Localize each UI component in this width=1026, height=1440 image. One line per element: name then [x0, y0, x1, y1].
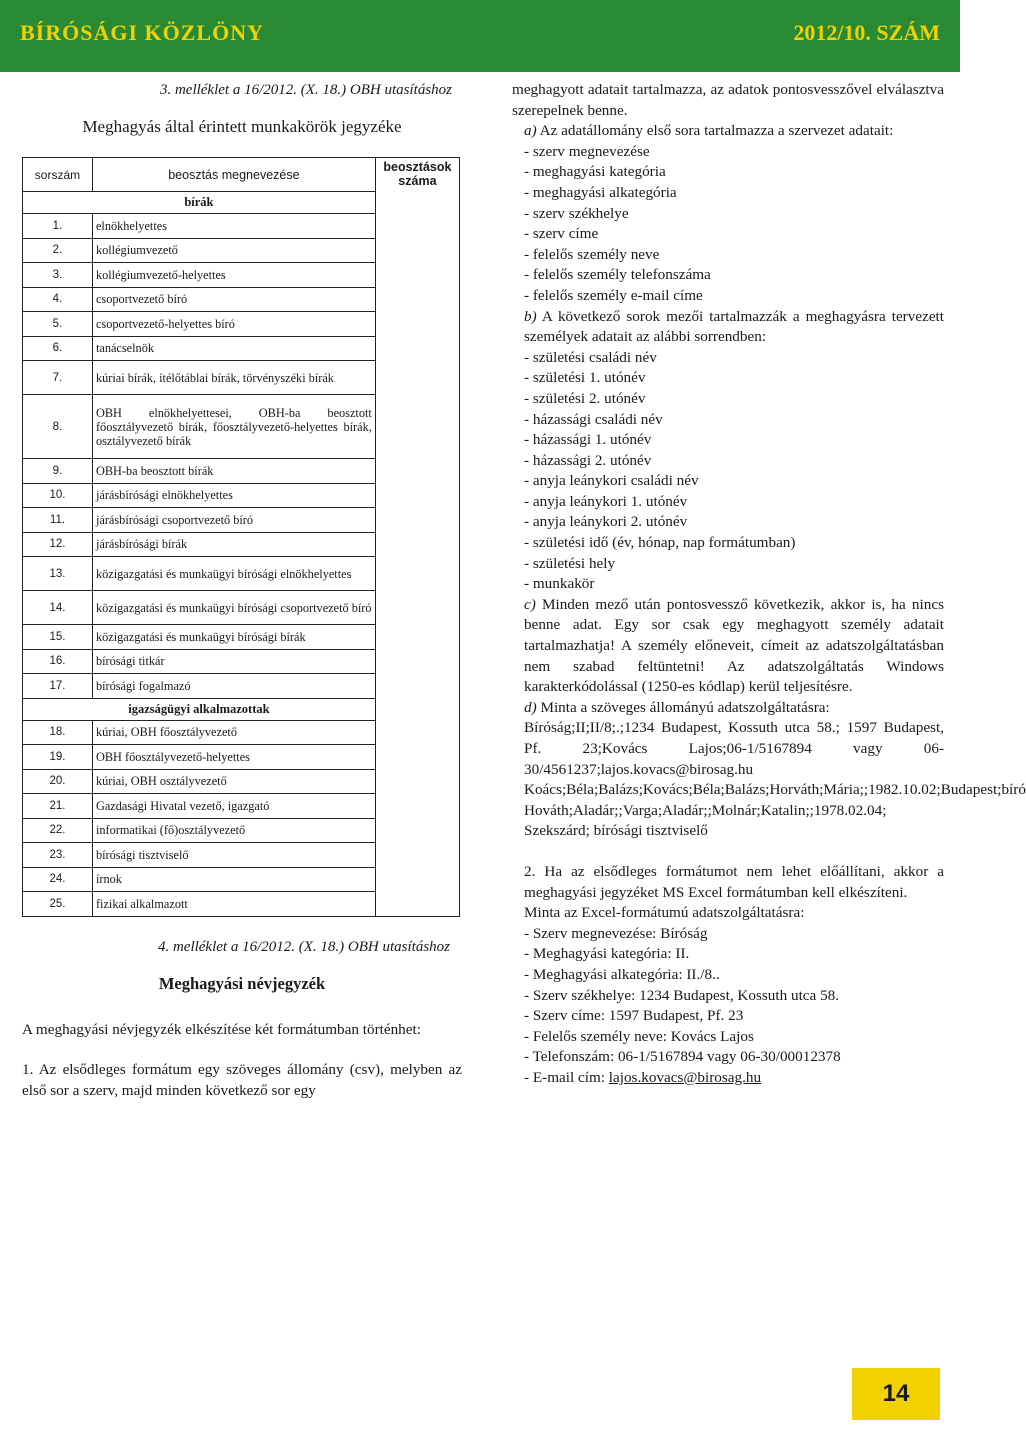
row-title: bírósági tisztviselő	[92, 843, 375, 868]
row-number: 15.	[23, 625, 93, 650]
row-title: fizikai alkalmazott	[92, 892, 375, 917]
row-number: 10.	[23, 483, 93, 508]
row-title: közigazgatási és munkaügyi bírósági bírák	[92, 625, 375, 650]
row-number: 18.	[23, 720, 93, 745]
format1-paragraph: 1. Az elsődleges formátum egy szöveges állomány (csv), melyben az első sor a szerv, majd minden következő sor egy	[22, 1061, 462, 1099]
item-c	[512, 595, 944, 698]
row-title: elnökhelyettes	[92, 214, 375, 239]
format2-paragraph: 2. Ha az elsődleges formátumot nem lehet előállítani, akkor a meghagyási jegyzéket MS Excel formátumban kell elkészíteni.	[524, 862, 944, 901]
row-title: kúriai, OBH osztályvezető	[92, 769, 375, 794]
row-title: Gazdasági Hivatal vezető, igazgató	[92, 794, 375, 819]
row-number: 1.	[23, 214, 93, 239]
right-column	[512, 80, 1026, 1089]
item-b-list	[512, 348, 944, 595]
item-d-label: d)	[524, 698, 537, 716]
excel-sample-list	[512, 924, 944, 1068]
list-item: - születési hely	[524, 554, 616, 572]
csv-example-2: Koács;Béla;Balázs;Kovács;Béla;Balázs;Horváth;Mária;;1982.10.02;Budapest;bíró	[524, 781, 1026, 799]
list-item: - házassági 1. utónév	[524, 431, 652, 449]
job-list-title: Meghagyás által érintett munkakörök jegyzéke	[82, 117, 402, 136]
item-b	[512, 307, 944, 348]
job-table	[22, 157, 460, 917]
list-item: - Szerv címe: 1597 Budapest, Pf. 23	[524, 1007, 744, 1025]
row-title: kollégiumvezető-helyettes	[92, 263, 375, 288]
list-item: - munkakör	[524, 575, 595, 593]
item-d	[512, 698, 944, 719]
row-title: csoportvezető bíró	[92, 287, 375, 312]
row-number: 24.	[23, 867, 93, 892]
row-number: 16.	[23, 649, 93, 674]
list-item: - születési családi név	[524, 348, 657, 366]
row-title: járásbírósági elnökhelyettes	[92, 483, 375, 508]
list-item: - Meghagyási kategória: II.	[524, 945, 690, 963]
list-item: - Szerv székhelye: 1234 Budapest, Kossuth utca 58.	[524, 986, 840, 1004]
page-header	[0, 0, 960, 72]
item-c-text: Minden mező után pontosvessző következik, akkor is, ha nincs benne adat. Egy sor csak egy meghagyott személy adatait tartalmazhatja! A személy előneveit, címeit az adatszolgáltatásban nem szabad feltüntetni! Az adatszolgáltatás Windows karakterkódolással (1250-es kódlap) kerül teljesítésre.	[524, 595, 944, 696]
col-count-header: beosztások száma	[375, 158, 459, 917]
list-item: - szerv megnevezése	[524, 142, 650, 160]
annex4-heading: 4. melléklet a 16/2012. (X. 18.) OBH utasításhoz	[157, 938, 450, 955]
row-number: 14.	[23, 591, 93, 625]
list-item: - születési idő (év, hónap, nap formátumban)	[524, 534, 796, 552]
list-item: - anyja leánykori családi név	[524, 472, 699, 490]
row-number: 17.	[23, 674, 93, 699]
csv-example-3: Hováth;Aladár;;Varga;Aladár;;Molnár;Katalin;;1978.02.04; Szekszárd; bírósági tisztviselő	[524, 801, 887, 840]
list-item: - Szerv megnevezése: Bíróság	[524, 924, 708, 942]
row-number: 7.	[23, 361, 93, 395]
list-item: - Telefonszám: 06-1/5167894 vagy 06-30/00012378	[524, 1048, 841, 1066]
row-number: 19.	[23, 745, 93, 770]
row-number: 4.	[23, 287, 93, 312]
list-item: - szerv székhelye	[524, 204, 629, 222]
row-title: OBH főosztályvezető-helyettes	[92, 745, 375, 770]
registry-heading: Meghagyási névjegyzék	[158, 973, 326, 993]
col-name-header: beosztás megnevezése	[92, 158, 375, 192]
list-item: - felelős személy e-mail címe	[524, 286, 703, 304]
list-item: - meghagyási alkategória	[524, 183, 677, 201]
intro-paragraph: A meghagyási névjegyzék elkészítése két formátumban történhet:	[22, 1020, 421, 1038]
row-number: 3.	[23, 263, 93, 288]
list-item: - felelős személy telefonszáma	[524, 266, 711, 284]
item-b-label: b)	[524, 307, 537, 325]
item-a	[512, 121, 944, 142]
journal-title: BÍRÓSÁGI KÖZLÖNY	[20, 20, 264, 45]
row-title: írnok	[92, 867, 375, 892]
row-number: 12.	[23, 532, 93, 557]
item-c-label: c)	[524, 595, 536, 613]
list-item: - Meghagyási alkategória: II./8..	[524, 965, 720, 983]
row-number: 25.	[23, 892, 93, 917]
row-title: tanácselnök	[92, 336, 375, 361]
email-line	[512, 1068, 944, 1089]
table-header-row	[23, 158, 460, 192]
item-b-text: A következő sorok mezői tartalmazzák a meghagyásra tervezett személyek adatait az alábbi sorrendben:	[524, 307, 944, 346]
item-a-label: a)	[524, 122, 537, 140]
list-item: - házassági családi név	[524, 410, 663, 428]
list-item: - anyja leánykori 2. utónév	[524, 513, 688, 531]
row-title: informatikai (fő)osztályvezető	[92, 818, 375, 843]
page-number: 14	[852, 1368, 940, 1420]
row-title: bírósági titkár	[92, 649, 375, 674]
row-number: 2.	[23, 238, 93, 263]
row-number: 13.	[23, 557, 93, 591]
row-number: 8.	[23, 395, 93, 459]
issue-number: 2012/10. SZÁM	[793, 20, 940, 45]
row-title: járásbírósági bírák	[92, 532, 375, 557]
excel-sample-intro: Minta az Excel-formátumú adatszolgáltatásra:	[524, 904, 805, 922]
row-title: közigazgatási és munkaügyi bírósági elnökhelyettes	[92, 557, 375, 591]
row-number: 21.	[23, 794, 93, 819]
left-column	[22, 80, 462, 1101]
row-title: kúriai bírák, ítélőtáblai bírák, törvényszéki bírák	[92, 361, 375, 395]
row-title: járásbírósági csoportvezető bíró	[92, 508, 375, 533]
list-item: - felelős személy neve	[524, 245, 660, 263]
row-title: csoportvezető-helyettes bíró	[92, 312, 375, 337]
item-a-list	[512, 142, 944, 307]
row-title: kúriai, OBH főosztályvezető	[92, 720, 375, 745]
row-number: 6.	[23, 336, 93, 361]
list-item: - szerv címe	[524, 225, 599, 243]
row-number: 20.	[23, 769, 93, 794]
item-d-text: Minta a szöveges állományú adatszolgáltatásra:	[536, 698, 830, 716]
row-title: OBH elnökhelyettesei, OBH-ba beosztott főosztályvezető bírák, főosztályvezető-helyettes bírák, osztályvezető bírák	[92, 395, 375, 459]
continuation-paragraph: meghagyott adatait tartalmazza, az adatok pontosvesszővel elválasztva szerepelnek benne.	[512, 81, 944, 119]
col-num-header: sorszám	[23, 158, 93, 192]
email-link[interactable]: lajos.kovacs@birosag.hu	[608, 1068, 762, 1086]
email-label: - E-mail cím:	[524, 1068, 609, 1086]
row-number: 23.	[23, 843, 93, 868]
row-number: 11.	[23, 508, 93, 533]
list-item: - Felelős személy neve: Kovács Lajos	[524, 1027, 754, 1045]
section-title: igazságügyi alkalmazottak	[23, 698, 376, 720]
row-title: közigazgatási és munkaügyi bírósági csoportvezető bíró	[92, 591, 375, 625]
row-number: 9.	[23, 459, 93, 484]
annex3-heading: 3. melléklet a 16/2012. (X. 18.) OBH utasításhoz	[159, 82, 452, 98]
row-number: 22.	[23, 818, 93, 843]
list-item: - házassági 2. utónév	[524, 451, 652, 469]
section-title: bírák	[23, 192, 376, 214]
row-title: kollégiumvezető	[92, 238, 375, 263]
item-a-text: Az adatállomány első sora tartalmazza a szervezet adatait:	[536, 122, 894, 140]
row-title: bírósági fogalmazó	[92, 674, 375, 699]
row-number: 5.	[23, 312, 93, 337]
row-title: OBH-ba beosztott bírák	[92, 459, 375, 484]
list-item: - anyja leánykori 1. utónév	[524, 492, 688, 510]
list-item: - meghagyási kategória	[524, 163, 666, 181]
csv-example-1: Bíróság;II;II/8;.;1234 Budapest, Kossuth utca 58.; 1597 Budapest, Pf. 23;Kovács Lajos;06-1/5167894 vagy 06-30/4561237;lajos.kovacs@birosag.hu	[524, 719, 944, 778]
list-item: - születési 2. utónév	[524, 389, 646, 407]
list-item: - születési 1. utónév	[524, 369, 646, 387]
